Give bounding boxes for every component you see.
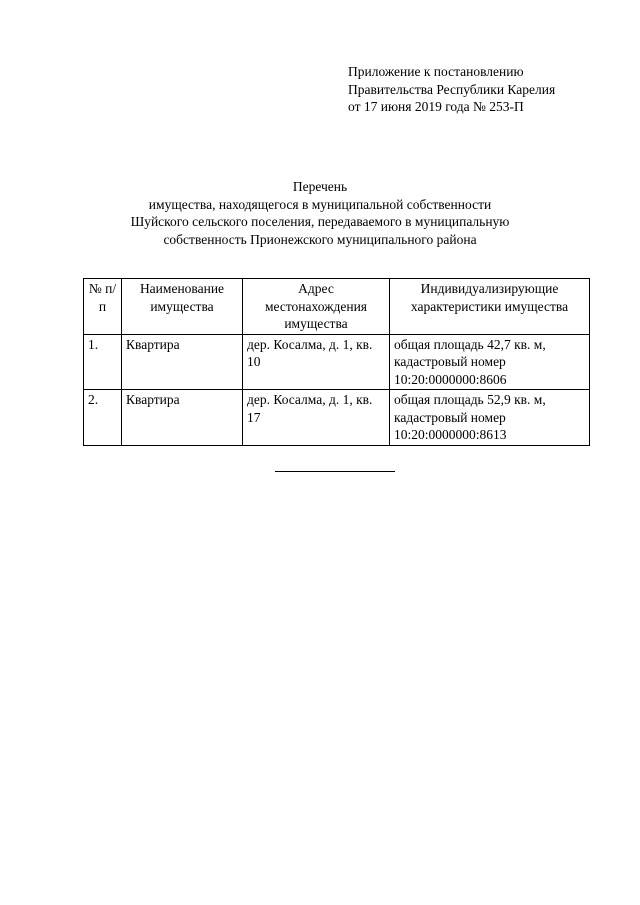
title-line-1: Перечень [292,179,348,194]
title-line-4: собственность Прионежского муниципального района [163,231,477,247]
row-address: дер. Косалма, д. 1, кв. 17 [243,390,390,446]
table-row [84,390,590,446]
row-name: Квартира [122,390,243,446]
title-line-3: Шуйского сельского поселения, передаваемого в муниципальную [130,214,510,229]
table-row [84,334,590,390]
title-line-2: имущества, находящегося в муниципальной собственности [148,196,492,212]
document-title [0,178,640,248]
property-table [83,278,590,446]
closing-divider [275,471,395,472]
row-name: Квартира [122,334,243,390]
row-address: дер. Косалма, д. 1, кв. 10 [243,334,390,390]
header-number: № п/п [84,279,122,335]
header-name: Наименование имущества [122,279,243,335]
header-address: Адрес местонахождения имущества [243,279,390,335]
appendix-line-2: Правительства Республики Карелия [348,81,556,97]
row-number: 1. [84,334,122,390]
row-number: 2. [84,390,122,446]
row-characteristics: общая площадь 42,7 кв. м, кадастровый номер 10:20:0000000:8606 [390,334,590,390]
appendix-header [348,63,555,116]
table-header-row [84,279,590,335]
header-characteristics: Индивидуализирующие характеристики имущества [390,279,590,335]
row-characteristics: общая площадь 52,9 кв. м, кадастровый номер 10:20:0000000:8613 [390,390,590,446]
appendix-line-3: от 17 июня 2019 года № 253-П [348,99,524,114]
appendix-line-1: Приложение к постановлению [348,64,524,79]
